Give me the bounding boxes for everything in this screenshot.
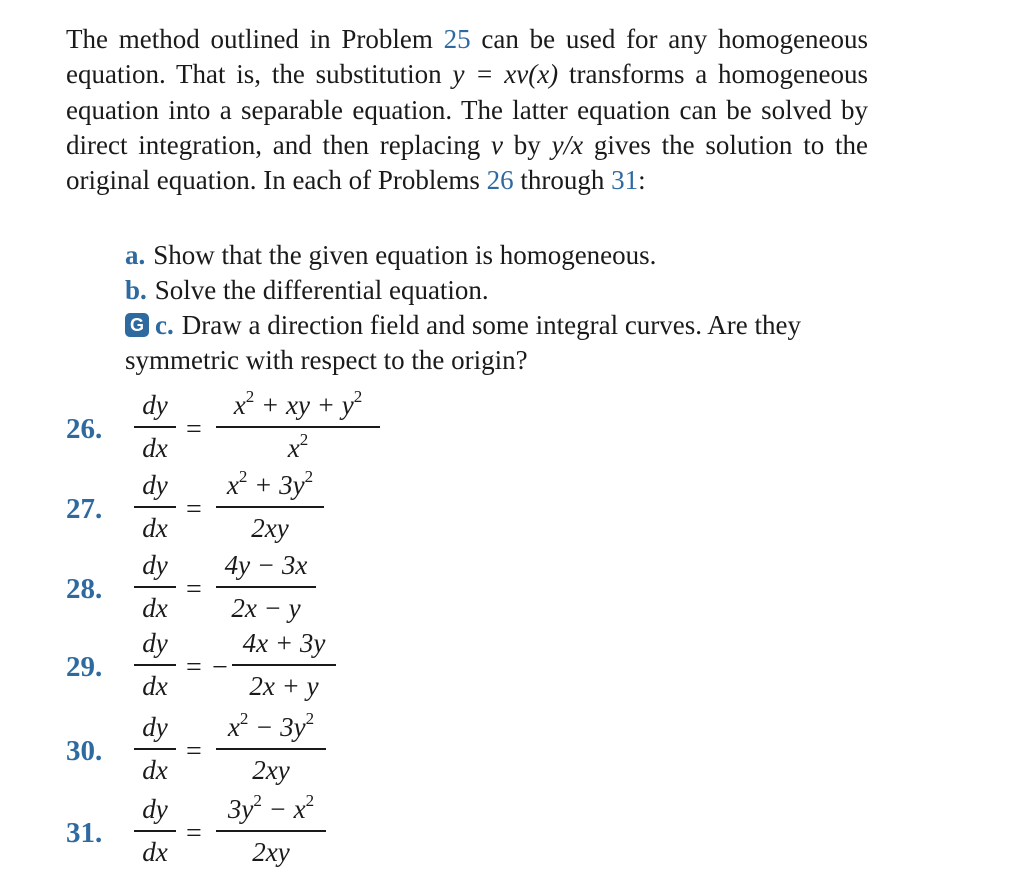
problem-27 [60, 468, 460, 552]
subpart-text: Show that the given equation is homogeneous. [153, 240, 657, 270]
denominator: dx [142, 432, 168, 463]
variable-v: v [491, 129, 504, 160]
denominator: dx [142, 592, 168, 623]
denominator: 2x + y [249, 670, 319, 701]
rhs-fraction [216, 468, 324, 546]
numerator: 4x + 3y [242, 628, 326, 658]
equals-sign: = [186, 414, 202, 445]
intro-text: gives the solution to the original equation. In each of Problems [66, 129, 868, 196]
denominator: 2xy [252, 836, 290, 867]
numerator: $x^2$ + xy + $y^2$ [233, 387, 363, 420]
problem-30 [60, 710, 460, 794]
intro-paragraph [66, 22, 868, 198]
numerator: dy [142, 390, 168, 420]
denominator: dx [142, 754, 168, 785]
derivative-dy-dx [134, 388, 176, 466]
intro-text: by [503, 129, 552, 160]
substitution-formula: y = xv(x) [452, 59, 559, 90]
problem-29 [60, 626, 460, 710]
problem-number: 30. [66, 735, 103, 767]
numerator: $3y^2 - x^2$ [227, 791, 315, 824]
numerator: dy [142, 712, 168, 742]
subpart-text: Solve the differential equation. [154, 275, 489, 305]
derivative-dy-dx [134, 548, 176, 626]
problem-number: 28. [66, 573, 103, 605]
subpart-b [125, 273, 870, 308]
equals-sign: = [186, 574, 202, 605]
denominator: dx [142, 670, 168, 701]
problem-26-link[interactable]: 26 [486, 165, 514, 196]
problem-25-link[interactable]: 25 [443, 24, 471, 54]
intro-text: : [638, 165, 646, 196]
numerator: 4y − 3x [224, 550, 308, 580]
denominator: 2xy [252, 754, 290, 785]
problem-31 [60, 792, 460, 876]
denominator: dx [142, 836, 168, 867]
denominator: 2x − y [231, 592, 301, 623]
minus-sign: − [212, 652, 228, 683]
derivative-dy-dx [134, 468, 176, 546]
equals-sign: = [186, 652, 202, 683]
numerator: dy [142, 794, 168, 824]
denominator: 2xy [251, 512, 289, 543]
rhs-fraction [216, 388, 380, 466]
subpart-label: b. [125, 275, 147, 305]
derivative-dy-dx [134, 626, 176, 704]
subpart-label: c. [155, 310, 174, 340]
rhs-fraction [216, 710, 326, 788]
problem-number: 27. [66, 493, 103, 525]
intro-text: The method outlined in Problem [66, 24, 444, 54]
problem-28 [60, 548, 460, 632]
numerator: dy [142, 550, 168, 580]
subpart-text: Draw a direction field and some integral curves. Are they symmetric with respect to the origin? [125, 310, 802, 375]
denominator: $x^2$ [287, 429, 309, 463]
problem-26 [60, 388, 460, 472]
subpart-c [125, 308, 870, 378]
subpart-label: a. [125, 240, 146, 270]
numerator: $x^2 - 3y^2$ [227, 709, 315, 742]
rhs-fraction [216, 792, 326, 870]
equals-sign: = [186, 494, 202, 525]
problem-number: 29. [66, 651, 103, 683]
numerator: dy [142, 470, 168, 500]
problem-number: 31. [66, 817, 103, 849]
intro-text: can be used for any homogeneous equation. That is, the substitution [66, 24, 868, 90]
ratio-y-over-x: y/x [551, 129, 584, 160]
derivative-dy-dx [134, 792, 176, 870]
subpart-a [125, 238, 870, 273]
problem-number: 26. [66, 413, 103, 445]
intro-text: through [513, 165, 612, 196]
rhs-fraction [232, 626, 336, 704]
intro-text: transforms a homogeneous equation into a separable equation. The latter equation can be solved by direct integration, and then replacing [66, 59, 869, 160]
numerator: $x^2 + 3y^2$ [226, 467, 314, 500]
equals-sign: = [186, 818, 202, 849]
graphing-icon: G [125, 313, 149, 337]
numerator: dy [142, 628, 168, 658]
derivative-dy-dx [134, 710, 176, 788]
denominator: dx [142, 512, 168, 543]
problem-31-link[interactable]: 31 [611, 165, 639, 196]
equals-sign: = [186, 736, 202, 767]
rhs-fraction [216, 548, 316, 626]
